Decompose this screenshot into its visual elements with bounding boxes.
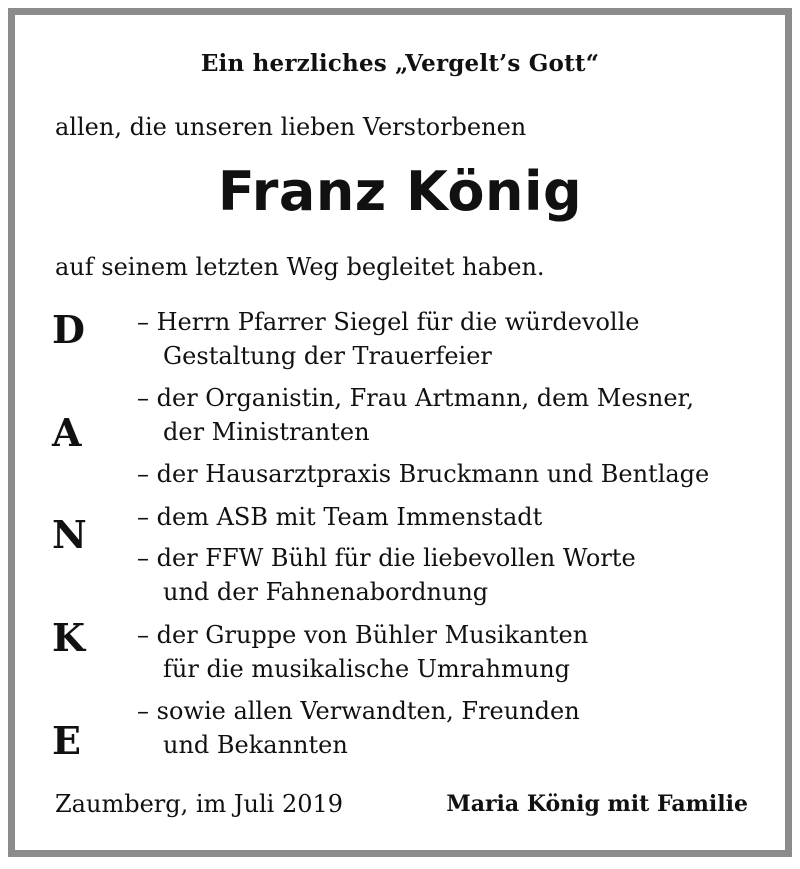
danke-letter-d: D	[52, 307, 85, 352]
thanks-line: – Herrn Pfarrer Siegel für die würdevolle	[137, 308, 640, 336]
deceased-name: Franz König	[217, 160, 583, 223]
thanks-line: – der Hausarztpraxis Bruckmann und Bentlage	[137, 460, 710, 488]
danke-letter-k: K	[52, 615, 86, 660]
thanks-item	[137, 541, 636, 609]
thanks-item	[137, 694, 580, 762]
thanks-line: – der Organistin, Frau Artmann, dem Mesner,	[137, 384, 694, 412]
thanks-line: – dem ASB mit Team Immenstadt	[137, 503, 543, 531]
thanks-item	[137, 381, 694, 449]
danke-letter-n: N	[52, 512, 87, 557]
danke-letter-e: E	[52, 718, 81, 763]
thanks-item	[137, 618, 588, 686]
outro-text: auf seinem letzten Weg begleitet haben.	[55, 253, 545, 281]
thanks-line: – der FFW Bühl für die liebevollen Worte	[137, 544, 636, 572]
thanks-item	[137, 305, 640, 373]
thanks-item	[137, 500, 542, 534]
intro-text: allen, die unseren lieben Verstorbenen	[55, 113, 527, 141]
thanks-line-continued: Gestaltung der Trauerfeier	[163, 342, 492, 370]
thanks-line-continued: und der Fahnenabordnung	[163, 578, 489, 606]
thanks-line: – der Gruppe von Bühler Musikanten	[137, 621, 589, 649]
greeting-heading: Ein herzliches „Vergelt’s Gott“	[200, 50, 600, 77]
danke-letter-a: A	[52, 410, 82, 455]
thanks-line: – sowie allen Verwandten, Freunden	[137, 697, 580, 725]
thanks-item	[137, 457, 709, 491]
thanks-line-continued: für die musikalische Umrahmung	[163, 655, 571, 683]
thanks-line-continued: der Ministranten	[163, 418, 370, 446]
signature: Maria König mit Familie	[446, 791, 748, 817]
place-date: Zaumberg, im Juli 2019	[55, 790, 344, 818]
thanks-line-continued: und Bekannten	[163, 731, 348, 759]
